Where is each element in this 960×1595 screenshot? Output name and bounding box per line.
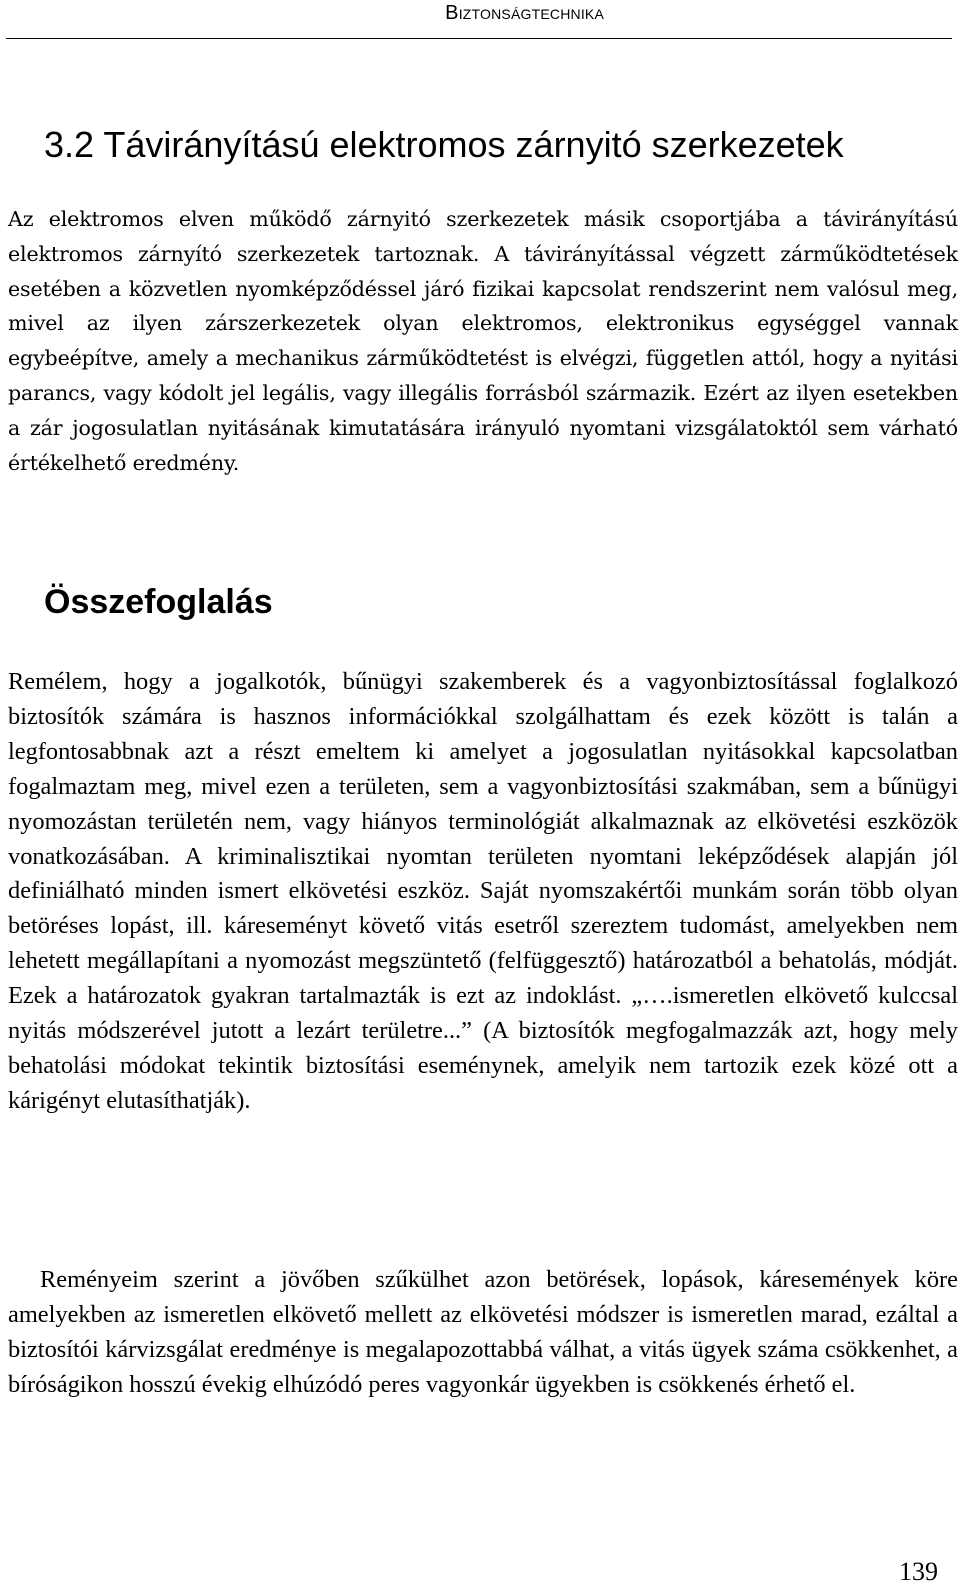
running-header <box>0 0 960 40</box>
section-paragraph: Az elektromos elven működő zárnyitó szerkezetek másik csoportjába a távirányítású elektromos zárnyító szerkezetek tartoznak. A távirányítással végzett zárműködtetések esetében a közvetlen nyomképződéssel járó fizikai kapcsolat rendszerint nem valósul meg, mivel az ilyen zárszerkezetek olyan elektromos, elektronikus egységgel vannak egybeépítve, amely a mechanikus zárműködtetést is elvégzi, független attól, hogy a nyitási parancs, vagy kódolt jel legális, vagy illegális forrásból származik. Ezért az ilyen esetekben a zár jogosulatlan nyitásának kimutatására irányuló nyomtani vizsgálatoktól sem várható értékelhető eredmény. <box>8 207 958 475</box>
summary-paragraph-1: Remélem, hogy a jogalkotók, bűnügyi szakemberek és a vagyonbiztosítással foglalkozó biztosítók számára is hasznos információkkal szolgálhattam és ezek között is talán a legfontosabbnak azt a részt emeltem ki amelyet a jogosulatlan nyitásokkal kapcsolatban fogalmaztam meg, mivel ezen a területen, sem a vagyonbiztosítási szakmában, sem a bűnügyi nyomozástan területén nem, vagy hiányos terminológiát alkalmaznak az elkövetési eszközök vonatkozásában. A kriminalisztikai nyomtan területen nyomtani leképződések alapján jól definiálható minden ismert elkövetési eszköz. Saját nyomszakértői munkám során több olyan betöréses lopást, ill. káreseményt követő vitás esetről szereztem tudomást, amelyekben nem lehetett megállapítani a nyomozást megszüntető (felfüggesztő) határozatból a behatolás, módját. Ezek a határozatok gyakran tartalmazták is ezt az indoklást. „….ismeretlen elkövető kulccsal nyitás módszerével jutott a lezárt területre...” (A biztosítók megfogalmazzák azt, hogy mely behatolási módokat tekintik biztosítási eseménynek, amelyik nem tartozik ezek közé ott a kárigényt elutasíthatják). <box>8 668 958 1114</box>
section-heading: 3.2 Távirányítású elektromos zárnyitó szerkezetek <box>44 124 844 165</box>
running-title: Biztonságtechnika <box>445 2 604 24</box>
summary-paragraph-2: Reményeim szerint a jövőben szűkülhet azon betörések, lopások, káresemények köre amelyekben az ismeretlen elkövető mellett az elkövetési módszer is ismeretlen marad, ezáltal a biztosítói kárvizsgálat eredménye is megalapozottabbá válhat, a vitás ügyek száma csökkenhet, a bíróságikon hosszú évekig elhúzódó peres vagyonkár ügyekben is csökkenés érhető el. <box>8 1266 958 1398</box>
summary-heading: Összefoglalás <box>44 583 273 621</box>
header-rule <box>6 38 952 39</box>
page-number: 139 <box>899 1557 938 1586</box>
